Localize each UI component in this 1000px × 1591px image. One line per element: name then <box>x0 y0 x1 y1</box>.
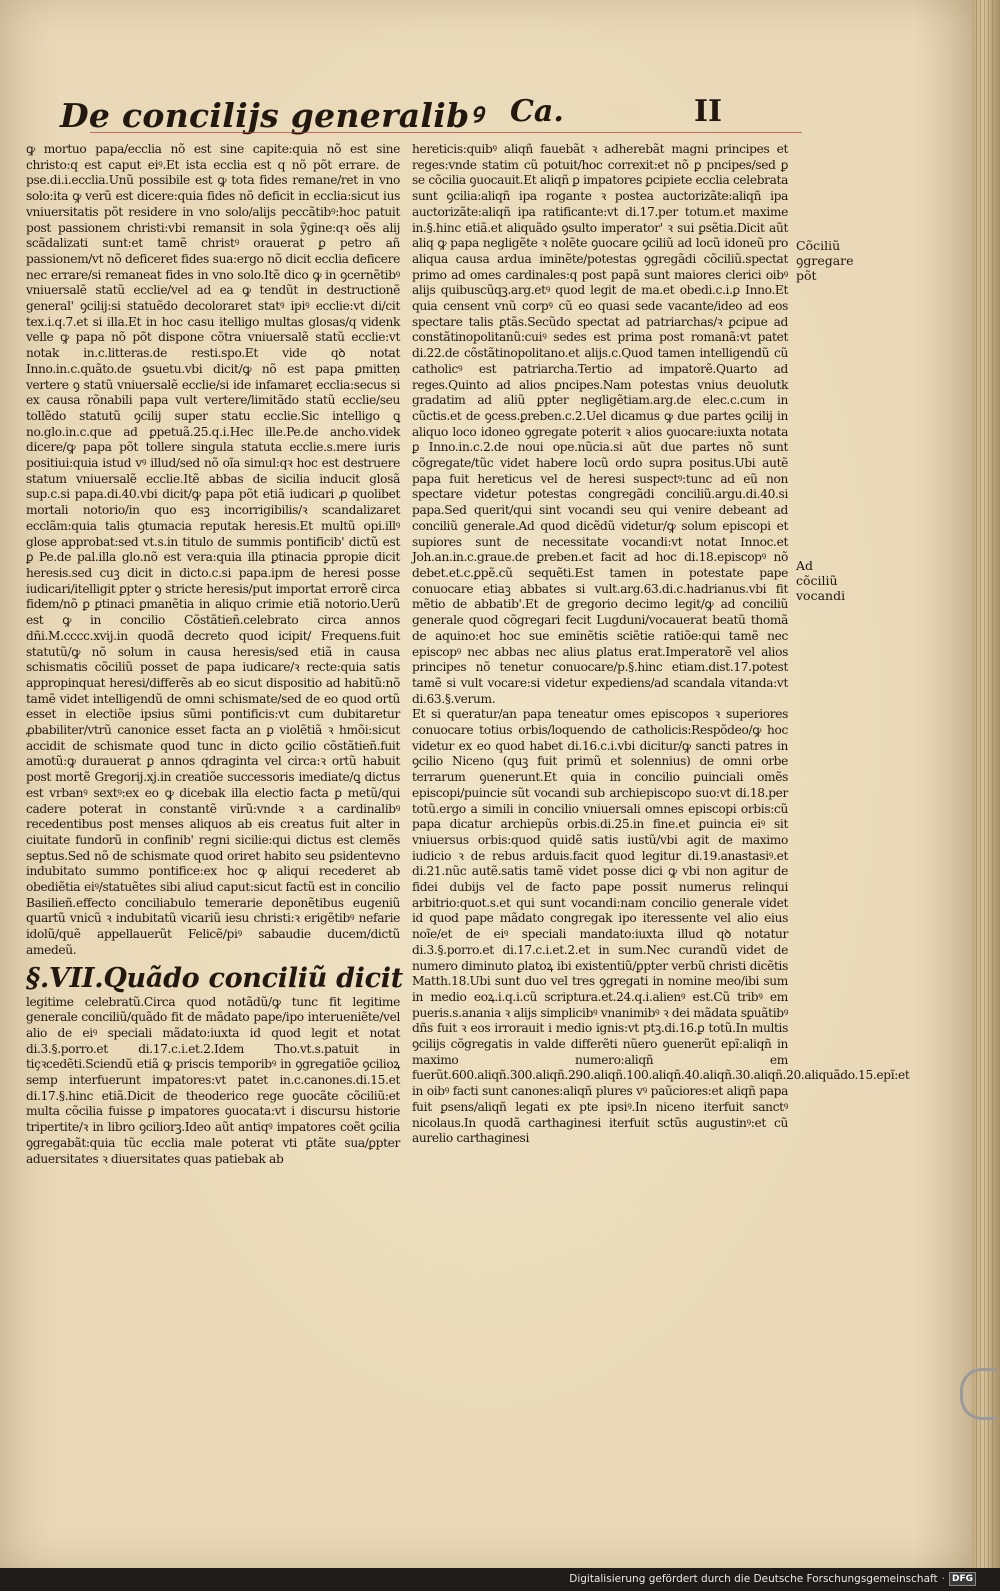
color-scale-hook <box>960 1368 997 1420</box>
left-paragraph-1: ꝙ mortuo papa/ecclia nõ est sine capite:quia nõ est sine christo:q est caput eiꝰ.Et ista ecclia est q nõ põt errare. de pse.di.i.ecclia.Unũ possibile est ꝙ tota fides remane/ret in vno solo:ita ꝙ verũ est dicere:quia fides nõ deficit in ecclia:sicut ius vniuersitatis põt residere in vno solo/alijs peccãtibꝰ:hoc patuit post passionem christi:vbi remansit in sola ỹgine:qꝛ oẽs alij scãdalizati sunt:et tamẽ christꝰ orauerat ꝑ petro añ passionem/vt nõ deficeret fides sua:ergo nõ dicit ecclia deficere nec errare/si remaneat fides in vno solo.Itẽ dico ꝙ in ꝯcernẽtibꝰ vniuersalẽ statũ ecclie/vel ad ea ꝙ tendũt in destructionẽ general' ꝯcilij:si statuẽdo decoloraret statꝰ ipiꝰ ecclie:vt di/cit tex.i.q.7.et si illa.Et in hoc casu itelligo multas glosas/q videnk velle ꝙ papa nõ põt dispone cõtra vniuersalẽ statũ ecclie:vt notak in.c.litteras.de resti.spo.Et vide qꝺ notat Inno.in.c.quãto.de ꝯsuetu.vbi dicit/ꝙ nõ est papa ꝑmitteṇ vertere ꝯ statũ vniuersalẽ ecclie/si ide infamareṭ ecclia:secus si ex causa rõnabili papa vult vertere/limitãdo statũ ecclie/seu tollẽdo statutũ ꝯcilij super statu ecclie.Sic intelligo ꝗ no.glo.in.c.que ad ꝑpetuã.25.q.i.Hec ille.Pe.de ancho.videk dicere/ꝙ papa põt tollere singula statuta ecclie.s.mere iuris positiui:quia istud vꝰ illud/sed nõ oĩa simul:qꝛ hoc est destruere statum vniuersalẽ ecclie.Itẽ abbas de sicilia inducit glosã sup.c.si papa.di.40.vbi dicit/ꝙ papa põt etiã iudicari ꝓ quolibet mortali notorio/in quo esꝫ incorrigibilis/ꝛ scandalizaret ecclãm:quia talis ꝯtumacia reputak heresis.Et multũ opi.illꝰ glose approbat:sed vt.s.in titulo de summis pontificib' dictũ est ꝑ Pe.de pal.illa glo.nõ est vera:quia illa ꝑtinacia ꝑpropie dicit heresis.sed cuꝫ dicit in dicto.c.si papa.ipm de heresi posse iudicari/itelligit ꝑpter ꝯ stricte heresis/put importat errorẽ circa fidem/nõ ꝑ ꝑtinaci ꝑmanẽtia in aliquo crimie etiã notorio.Uerũ est ꝙ in concilio Cõstãtieñ.celebrato circa annos dñi.M.cccc.xvij.in quodã decreto quod icipit/ Frequens.fuit statutũ/ꝙ nõ solum in causa heresis/sed etiã in causa schismatis cõciliũ posset de papa iudicare/ꝛ recte:quia satis appropinquat heresi/differẽs ab eo sicut dispositio ad habitũ:nõ tamẽ videt intelligendũ de omni schismate/sed de eo quod ortũ esset in electiõe ipsius sũmi pontificis:vt cum dubitaretur ꝓbabiliter/vtrũ canonice esset facta an ꝑ violẽtiã ꝛ hmõi:sicut accidit de schismate quod tunc in dicto ꝯcilio cõstãtieñ.fuit amotũ:ꝙ durauerat ꝑ annos qdraginta vel circa:ꝛ ortũ habuit post mortẽ Gregorij.xj.in creatiõe successoris imediate/ꝗ dictus est vrbanꝰ sextꝰ:ex eo ꝙ dicebak illa electio facta ꝑ metũ/qui cadere poterat in constantẽ virũ:vnde ꝛ a cardinalibꝰ recedentibus post menses aliquos ab eis creatus fuit alter in ciuitate fundorũ in confinib' regni sicilie:qui dictus est clemẽs septus.Sed nõ de schismate quod oriret habito seu ꝑsidentevno indubitato summo pontifice:ex hoc ꝙ aliqui recederet ab obediẽtia eiꝰ/statuẽtes sibi aliud caput:sicut factũ est in concilio Basilieñ.effecto conciliabulo temerarie deponẽtibus eugeniũ quartũ vnicũ ꝛ indubitatũ vicariũ iesu christi:ꝛ erigẽtibꝰ nefarie idolũ/quẽ appellauerũt Felicẽ/piꝰ sabaudie ducem/dictũ amedeũ. <box>26 142 400 957</box>
right-paragraph-1: hereticis:quibꝰ aliqñ fauebãt ꝛ adherebãt magni principes et reges:vnde statim cũ potuit/hoc correxit:et nõ ꝑ pncipes/sed ꝑ se cõcilia ꝯuocauit.Et aliqñ ꝑ impatores ꝑcipiete ecclia celebrata sunt ꝯcilia:aliqñ ipa rogante ꝛ postea auctorizãte:aliqñ ipa auctorizãte:aliqñ ipa ratificante:vt di.17.per totum.et maxime in.§.hinc etiã.et aliquãdo ꝯsulto imperator' ꝛ sui ꝑsẽtia.Dicit aũt aliq ꝙ papa negligẽte ꝛ nolẽte ꝯuocare ꝯciliũ ad locũ idoneũ pro aliqua causa ardua iminẽte/potestas ꝯgregãdi cõciliũ.spectat primo ad omes cardinales:q post papã sunt maiores clerici oibꝰ alijs quibuscũqꝫ.arg.etꝰ quod legit de ma.et obedi.c.i.ꝑ Inno.Et quia censent vnũ corpꝰ cũ eo quasi sede vacante/ideo ad eos spectare talis ꝑtãs.Secũdo spectat ad patriarchas/ꝛ ꝑcipue ad constãtinopolitanũ:cuiꝰ sedes est prima post romanã:vt patet di.22.de cõstãtinopolitano.et alijs.c.Quod tamen intelligendũ cũ catholicꝰ est patriarcha.Tertio ad impatorẽ.Quarto ad reges.Quinto ad alios ꝑncipes.Nam potestas vnius deuolutk gradatim ad aliũ ꝑpter negligẽtiam.arg.de elec.c.cum in cũctis.et de ꝯcess.ꝑreben.c.2.Uel dicamus ꝙ due partes ꝯcilij in aliquo loco idoneo ꝯgregate poterit ꝛ alios ꝯuocare:iuxta notata ꝑ Inno.in.c.2.de noui ope.nũcia.si aũt due partes nõ sunt cõgregate/tũc videt habere locũ ordo supra positus.Ubi autẽ papa fuit hereticus vel de heresi suspectꝰ:tunc ad eũ non spectare videtur potestas congregãdi conciliũ.argu.di.40.si papa.Sed querit/qui sint vocandi seu qui venire debeant ad conciliũ generale.Ad quod dicẽdũ videtur/ꝙ solum episcopi et supiores sunt de necessitate vocandi:vt notat Innoc.et Joh.an.in.c.graue.de ꝑreben.et facit ad hoc di.18.episcopꝰ nõ debet.et.c.ꝑpẽ.cũ sequẽti.Est tamen in potestate pape conuocare etiaꝫ abbates si vult.arg.63.di.c.hadrianus.vbi fit mẽtio de abbatib'.Et de gregorio decimo legit/ꝙ ad conciliũ generale quod cõgregari fecit Lugduni/vocauerat beatũ thomã de aquino:et hoc sue eminẽtis sciẽtie ratiõe:qui tamẽ nec episcopꝰ nec abbas nec alius ꝑlatus erat.Imperatorẽ vel alios principes nõ tenetur conuocare/p.§.hinc etiam.dist.17.potest tamẽ si vult vocare:si videtur expediens/ad scandala vitanda:vt di.63.§.verum. <box>412 142 788 706</box>
footer-separator: · <box>941 1573 945 1585</box>
margin-note-1: Cõciliũ ꝯgregare põt <box>796 238 854 283</box>
footer-credit-text: Digitalisierung gefördert durch die Deutsche Forschungsgemeinschaft <box>569 1573 938 1585</box>
margin-note-2: Ad cõciliũ vocandi <box>796 558 846 603</box>
left-paragraph-2: legitime celebratũ.Circa quod notãdũ/ꝙ tunc fit legitime generale conciliũ/quãdo fit de mãdato pape/ipo interueniẽte/vel alio de eiꝰ speciali mãdato:iuxta id quod legit et notat di.3.§.porro.et di.17.c.i.et.2.Idem Tho.vt.s.patuit in tiçꝛcedẽti.Sciendũ etiã ꝙ priscis temporibꝰ in ꝯgregatiõe ꝯcilioꝝ semp interfuerunt impatores:vt patet in.c.canones.di.15.et di.17.§.hinc etiã.Dicit de theoderico rege ꝯuocãte cõciliũ:et multa cõcilia fuisse ꝑ impatores ꝯuocata:vt i discursu historie tripertite/ꝛ in libro ꝯciliorꝫ.Ideo aũt antiqꝰ impatores coẽt ꝯcilia ꝯgregabãt:quia tũc ecclia male poterat vti ꝑtãte sua/ꝑpter aduersitates ꝛ diuersitates quas patiebak ab <box>26 994 400 1166</box>
right-paragraph-2: Et si queratur/an papa teneatur omes episcopos ꝛ superiores conuocare totius orbis/loquendo de catholicis:Respõdeo/ꝙ hoc videtur ex eo quod habet di.16.c.i.vbi dicitur/ꝙ sancti patres in ꝯcilio Niceno (quꝫ fuit primũ et solennius) de omni orbe terrarum ꝯuenerunt.Et quia in concilio ꝑuinciali omẽs episcopi/puincie sũt vocandi sub archiepiscopo suo:vt di.18.per totũ.ergo a simili in concilio vniuersali omnes episcopi orbis:cũ papa dicatur archiepũs orbis.di.25.in fine.et ꝑuincia eiꝰ sit vniuersus orbis:quod quidẽ satis iustũ/vbi agit de maximo iudicio ꝛ de rebus arduis.facit quod legitur di.19.anastasiꝰ.et di.21.nũc autẽ.satis tamẽ videt posse dici ꝙ vbi non agitur de fidei dubijs vel de facto pape possit numerus relinqui arbitrio:quot.s.et qui sunt vocandi:nam concilio generale videt id quod pape mãdato congregak ipo iteressente vel alio eius noĩe/et de eiꝰ speciali mandato:iuxta illud qꝺ notatur di.3.§.porro.et di.17.c.i.et.2.et in sum.Nec curandũ videt de numero diminuto ꝑlatoꝝ ibi existentiũ/ꝑpter verbũ christi dicẽtis Matth.18.Ubi sunt duo vel tres ꝯgregati in nomine meo/ibi sum in medio eoꝝ.i.q.i.cũ scriptura.et.24.q.i.alienꝰ est.Cũ tribꝰ em pueris.s.anania ꝛ alijs simplicibꝰ vnanimibꝰ ꝛ dei mãdata sꝑuãtibꝰ dñs fuit ꝛ eos irrorauit i medio ignis:vt ptꝫ.di.16.ꝑ totũ.In multis ꝯcilijs cõgregatis in valde differẽti nũero ꝯuenerũt epĩ:aliqñ in maximo numero:aliqñ em fuerũt.600.aliqñ.300.aliqñ.290.aliqñ.100.aliqñ.40.aliqñ.30.aliqñ.20.aliquãdo.15.epĩ:et in oibꝰ facti sunt canones:aliqñ plures vꝰ paũciores:et aliqñ papa fuit ꝑsens/aliqñ legati ex pte ipsiꝰ.In niceno iterfuit sanctꝰ nicolaus.In quodã carthaginesi iterfuit sctũs augustinꝰ:et cũ aurelio carthaginesi <box>412 707 910 1146</box>
faded-ink-area <box>580 102 660 124</box>
dfg-logo: DFG <box>949 1572 976 1586</box>
chapter-label: Ca. <box>510 94 564 129</box>
footer-credit <box>569 1571 976 1587</box>
running-header <box>60 92 800 136</box>
folio-number: II <box>694 94 723 129</box>
header-rule <box>90 132 802 133</box>
left-text-column <box>26 142 403 1167</box>
page-edge-lines <box>976 0 996 1568</box>
running-title: De concilijs generalibꝰ <box>60 96 483 135</box>
section-heading: §.VII.Quãdo conciliũ dicit <box>26 962 403 994</box>
